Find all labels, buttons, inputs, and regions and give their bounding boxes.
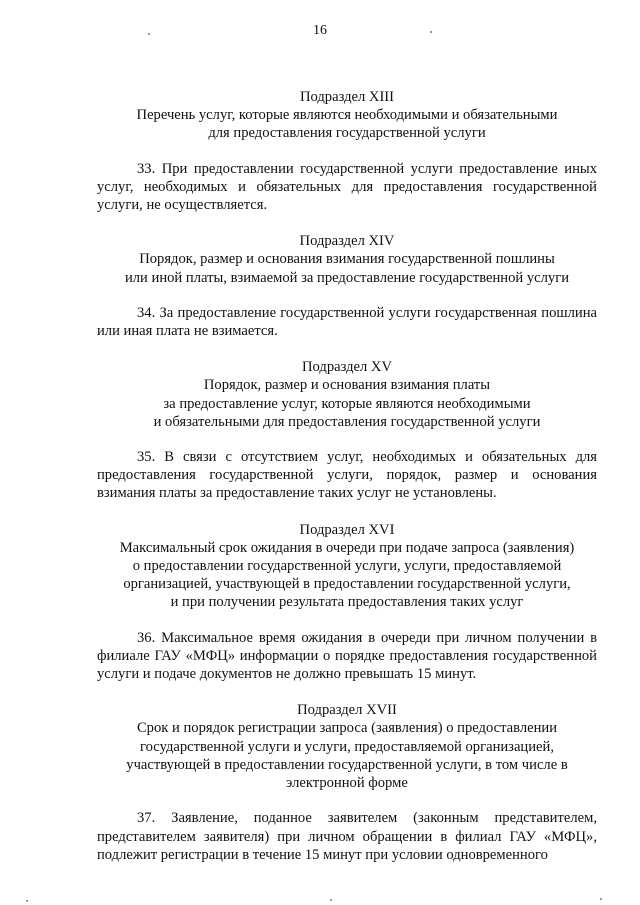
subsection-title-line: или иной платы, взимаемой за предоставление государственной услуги: [124, 269, 570, 286]
subsection-title-line: участвующей в предоставлении государственной услуги, в том числе в: [126, 756, 568, 773]
subsection-title-line: государственной услуги и услуги, предоставляемой организацией,: [140, 738, 554, 755]
paragraph-37: 37. Заявление, поданное заявителем (законным представителем, представителем заявителя) при личном обращении в филиал ГАУ «МФЦ», подлежит регистрации в течение 15 минут при условии одновременного: [97, 810, 597, 863]
subsection-xiii: [97, 88, 597, 232]
document-body: [97, 88, 597, 864]
paragraph-36: 36. Максимальное время ожидания в очереди при личном получении в филиале ГАУ «МФЦ» информации о порядке предоставления государственной услуги и подаче документов не должно превышать 15 минут.: [97, 629, 597, 683]
subsection-title-line: Максимальный срок ожидания в очереди при подаче запроса (заявления): [119, 539, 575, 556]
scan-speck: [600, 898, 602, 900]
scan-speck: [148, 33, 150, 35]
subsection-heading: [97, 701, 597, 792]
subsection-title-line: и обязательными для предоставления государственной услуги: [153, 413, 541, 430]
subsection-xiv: [97, 232, 597, 358]
subsection-heading: [97, 358, 597, 431]
scan-speck: [26, 900, 28, 902]
subsection-title-line: электронной форме: [286, 775, 408, 792]
subsection-number: Подраздел XVI: [299, 521, 395, 538]
subsection-xvii: [97, 701, 597, 864]
scan-speck: [430, 31, 432, 33]
subsection-title-line: о предоставлении государственной услуги, услуги, предоставляемой: [132, 558, 562, 575]
subsection-title-line: Перечень услуг, которые являются необходимыми и обязательными: [136, 107, 558, 124]
subsection-heading: [97, 232, 597, 287]
subsection-title-line: за предоставление услуг, которые являются необходимыми: [163, 395, 531, 412]
subsection-number: Подраздел XIV: [299, 233, 395, 250]
paragraph-33: 33. При предоставлении государственной услуги предоставление иных услуг, необходимых и обязательных для предоставления государственной услуги, не осуществляется.: [97, 160, 597, 214]
subsection-heading: [97, 88, 597, 143]
paragraph-35: 35. В связи с отсутствием услуг, необходимых и обязательных для предоставления государственной услуги, порядок, размер и основания взимания платы за предоставление таких услуг не установлены.: [97, 449, 597, 502]
subsection-title-line: для предоставления государственной услуги: [208, 125, 486, 142]
subsection-xv: [97, 358, 597, 520]
page-number: 16: [313, 23, 327, 38]
subsection-title-line: организацией, участвующей в предоставлении государственной услуги,: [123, 576, 571, 593]
subsection-xvi: [97, 521, 597, 702]
subsection-heading: [97, 521, 597, 612]
paragraph-34: 34. За предоставление государственной услуги государственная пошлина или иная плата не взимается.: [97, 304, 597, 340]
subsection-number: Подраздел XIII: [299, 89, 395, 105]
subsection-title-line: и при получении результата предоставления таких услуг: [170, 594, 524, 611]
subsection-title-line: Срок и порядок регистрации запроса (заявления) о предоставлении: [136, 720, 558, 737]
scan-speck: [330, 899, 332, 901]
subsection-title-line: Порядок, размер и основания взимания государственной пошлины: [139, 251, 555, 268]
subsection-title-line: Порядок, размер и основания взимания платы: [203, 377, 491, 394]
subsection-number: Подраздел XV: [301, 359, 393, 376]
subsection-number: Подраздел XVII: [297, 702, 397, 719]
